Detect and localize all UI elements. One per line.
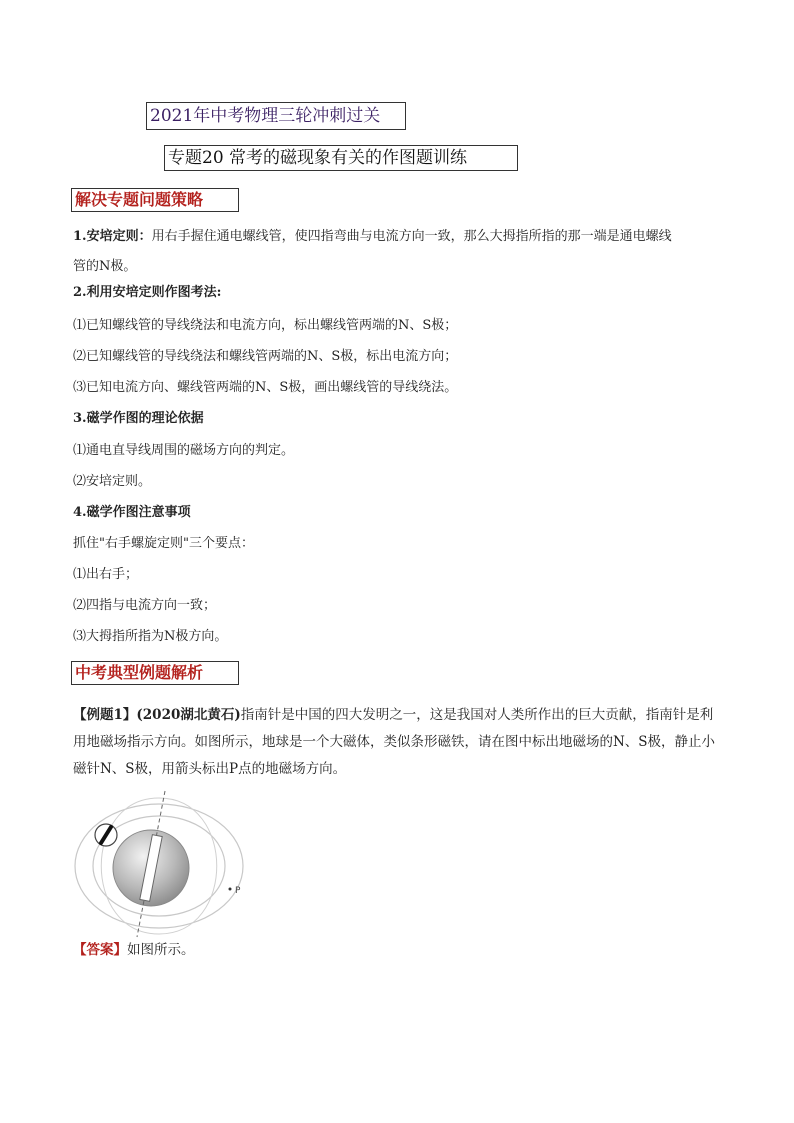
strategy-item1-text: 用右手握住通电螺线管，使四指弯曲与电流方向一致，那么大拇指所指的那一端是通电螺线 bbox=[151, 229, 672, 244]
earth-magnet-diagram bbox=[72, 788, 252, 940]
strategy-item4-sub3: ⑶大拇指所指为N极方向。 bbox=[73, 629, 228, 644]
strategy-item2-label: 2.利用安培定则作图考法: bbox=[73, 285, 222, 300]
example1-label: 【例题1】 bbox=[73, 707, 137, 723]
strategy-item1 bbox=[73, 228, 672, 246]
strategy-item4-sub2: ⑵四指与电流方向一致； bbox=[73, 598, 217, 613]
strategy-item4-intro: 抓住"右手螺旋定则"三个要点： bbox=[73, 536, 254, 551]
strategy-item3-sub2: ⑵安培定则。 bbox=[73, 474, 152, 489]
section1-heading-box bbox=[71, 188, 239, 212]
title-main: 2021年中考物理三轮冲刺过关 bbox=[150, 106, 381, 126]
answer-label: 【答案】 bbox=[73, 942, 127, 958]
earth-magnet-figure bbox=[72, 788, 252, 940]
strategy-item3-sub1: ⑴通电直导线周围的磁场方向的判定。 bbox=[73, 443, 295, 458]
title-main-box bbox=[146, 102, 406, 130]
strategy-item2-sub2: ⑵已知螺线管的导线绕法和螺线管两端的N、S极，标出电流方向； bbox=[73, 349, 458, 364]
title-sub: 专题20 常考的磁现象有关的作图题训练 bbox=[168, 148, 468, 168]
strategy-item2-sub3: ⑶已知电流方向、螺线管两端的N、S极，画出螺线管的导线绕法。 bbox=[73, 380, 458, 395]
example1-source: (2020湖北黄石) bbox=[136, 707, 241, 723]
section1-heading: 解决专题问题策略 bbox=[75, 190, 204, 209]
answer-line bbox=[73, 941, 195, 959]
example1-text: 指南针是中国的四大发明之一，这是我国对人类所作出的巨大贡献，指南针是利用地磁场指示方向。如图所示，地球是一个大磁体，类似条形磁铁，请在图中标出地磁场的N、S极，静止小磁针N、S极，用箭头标出P点的地磁场方向。 bbox=[73, 707, 716, 777]
title-sub-box bbox=[164, 145, 518, 171]
strategy-item2-sub1: ⑴已知螺线管的导线绕法和电流方向，标出螺线管两端的N、S极； bbox=[73, 318, 458, 333]
section2-heading: 中考典型例题解析 bbox=[75, 663, 204, 682]
point-p-label: P bbox=[235, 886, 241, 896]
strategy-item3-label: 3.磁学作图的理论依据 bbox=[73, 411, 204, 426]
strategy-item4-sub1: ⑴出右手； bbox=[73, 567, 139, 582]
answer-text: 如图所示。 bbox=[127, 942, 195, 958]
example1-paragraph bbox=[73, 702, 723, 783]
point-p-dot bbox=[229, 888, 232, 891]
strategy-item1-cont: 管的N极。 bbox=[73, 259, 137, 274]
strategy-item4-label: 4.磁学作图注意事项 bbox=[73, 505, 191, 520]
section2-heading-box bbox=[71, 661, 239, 685]
strategy-item1-label: 1.安培定则： bbox=[73, 229, 152, 244]
